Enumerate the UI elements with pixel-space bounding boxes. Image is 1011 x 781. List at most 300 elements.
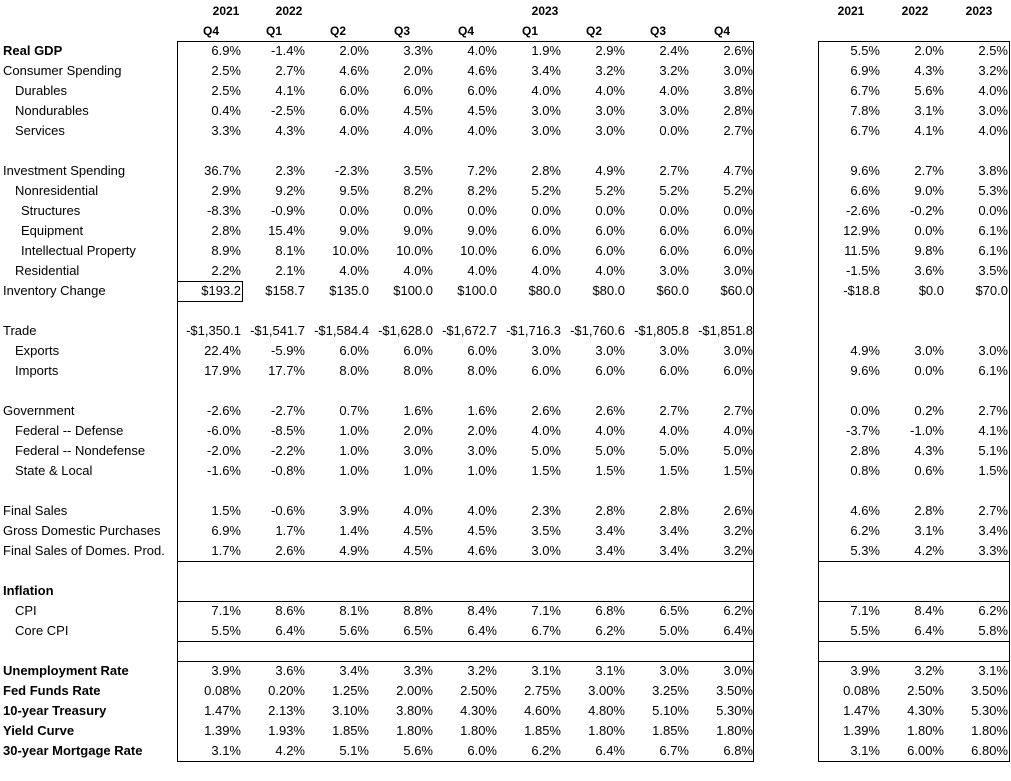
quarterly-cell	[555, 581, 625, 601]
row-label: Fed Funds Rate	[3, 683, 101, 698]
row-label: Intellectual Property	[21, 243, 136, 258]
annual-cell	[948, 581, 1008, 601]
quarterly-cell: 4.1%	[275, 83, 305, 98]
annual-cell: 4.9%	[850, 343, 880, 358]
quarterly-cell: -$1,851.8	[698, 323, 753, 338]
quarterly-cell: 1.5%	[211, 503, 241, 518]
quarterly-cell: 10.0%	[332, 243, 369, 258]
annual-cell: 6.4%	[914, 623, 944, 638]
quarterly-cell: 4.5%	[467, 103, 497, 118]
quarterly-cell: 3.4%	[659, 523, 689, 538]
quarterly-cell: 4.80%	[588, 703, 625, 718]
quarterly-cell	[491, 481, 561, 501]
quarterly-cell: 8.0%	[339, 363, 369, 378]
quarterly-cell: 3.0%	[595, 123, 625, 138]
quarterly-cell: -$1,716.3	[506, 323, 561, 338]
quarterly-cell: 6.0%	[659, 243, 689, 258]
quarterly-cell: 8.0%	[403, 363, 433, 378]
quarterly-cell: 0.08%	[204, 683, 241, 698]
quarterly-cell	[555, 641, 625, 661]
quarterly-cell: 2.8%	[723, 103, 753, 118]
row-label: State & Local	[15, 463, 93, 478]
quarterly-cell	[171, 641, 241, 661]
quarterly-cell: 1.93%	[268, 723, 305, 738]
quarterly-cell: -$1,805.8	[634, 323, 689, 338]
quarterly-cell: 3.4%	[531, 63, 561, 78]
row-label: Nonresidential	[15, 183, 99, 198]
quarterly-cell: 2.7%	[723, 403, 753, 418]
quarterly-cell: 10.0%	[460, 243, 497, 258]
quarterly-cell: 3.0%	[659, 103, 689, 118]
year-header-2022: 2022	[275, 4, 303, 18]
quarterly-cell: 0.20%	[268, 683, 305, 698]
quarterly-cell: 3.0%	[723, 263, 753, 278]
quarterly-cell	[619, 581, 689, 601]
quarterly-cell: 6.0%	[595, 243, 625, 258]
annual-cell: 6.1%	[978, 243, 1008, 258]
quarterly-cell: 9.2%	[275, 183, 305, 198]
quarterly-cell: -6.0%	[207, 423, 241, 438]
annual-cell	[820, 581, 880, 601]
quarterly-cell: -$1,584.4	[314, 323, 369, 338]
quarterly-cell: $60.0	[720, 283, 753, 298]
quarterly-cell: 3.8%	[723, 83, 753, 98]
quarterly-cell: 15.4%	[268, 223, 305, 238]
row-label: Nondurables	[15, 103, 89, 118]
quarterly-cell: -2.7%	[271, 403, 305, 418]
annual-cell: 6.7%	[850, 123, 880, 138]
quarterly-cell: 5.0%	[723, 443, 753, 458]
annual-cell: 0.2%	[914, 403, 944, 418]
quarterly-cell: 2.3%	[531, 503, 561, 518]
quarterly-cell: 6.2%	[531, 743, 561, 758]
quarterly-cell: 2.50%	[460, 683, 497, 698]
annual-header-2021: 2021	[837, 4, 865, 18]
annual-cell: 4.0%	[978, 83, 1008, 98]
quarterly-cell: 2.2%	[211, 263, 241, 278]
quarterly-cell: 4.0%	[467, 503, 497, 518]
quarterly-cell: 3.1%	[595, 663, 625, 678]
quarterly-cell: 3.4%	[595, 523, 625, 538]
annual-cell: 6.2%	[850, 523, 880, 538]
annual-header-2022: 2022	[901, 4, 929, 18]
quarterly-cell: 4.0%	[659, 423, 689, 438]
annual-cell: 3.1%	[978, 663, 1008, 678]
quarterly-cell: 9.0%	[403, 223, 433, 238]
row-label: Core CPI	[15, 623, 69, 638]
annual-cell: 3.2%	[978, 63, 1008, 78]
quarter-header: Q1	[265, 24, 282, 38]
quarterly-cell: 1.85%	[524, 723, 561, 738]
quarterly-cell: 6.9%	[211, 43, 241, 58]
quarterly-cell	[299, 481, 369, 501]
quarterly-cell: 2.8%	[211, 223, 241, 238]
quarterly-cell: 3.0%	[659, 663, 689, 678]
quarterly-cell: 3.9%	[339, 503, 369, 518]
quarterly-cell: 4.6%	[339, 63, 369, 78]
annual-cell: -0.2%	[910, 203, 944, 218]
quarterly-cell: 7.1%	[531, 603, 561, 618]
quarterly-cell	[235, 301, 305, 321]
annual-cell	[884, 301, 944, 321]
quarterly-cell: 1.4%	[339, 523, 369, 538]
quarterly-cell: 4.0%	[467, 123, 497, 138]
quarterly-cell: 3.0%	[531, 543, 561, 558]
annual-cell: -1.0%	[910, 423, 944, 438]
quarterly-cell: 6.7%	[531, 623, 561, 638]
quarterly-cell: -0.8%	[271, 463, 305, 478]
quarterly-cell: 3.2%	[467, 663, 497, 678]
quarterly-cell: 4.9%	[595, 163, 625, 178]
quarterly-cell: 2.9%	[595, 43, 625, 58]
quarterly-cell: 6.0%	[467, 343, 497, 358]
quarterly-cell: 1.5%	[659, 463, 689, 478]
annual-cell: 4.1%	[978, 423, 1008, 438]
quarterly-cell: 4.5%	[403, 103, 433, 118]
quarterly-cell: 0.4%	[211, 103, 241, 118]
annual-cell	[884, 381, 944, 401]
quarterly-cell	[235, 641, 305, 661]
row-label: Imports	[15, 363, 59, 378]
annual-cell: 5.5%	[850, 623, 880, 638]
quarterly-cell: 3.80%	[396, 703, 433, 718]
quarterly-cell	[491, 381, 561, 401]
quarterly-cell: 2.1%	[275, 263, 305, 278]
quarterly-cell: 4.0%	[339, 263, 369, 278]
quarterly-cell: 3.9%	[211, 663, 241, 678]
quarterly-cell: 2.6%	[723, 43, 753, 58]
quarterly-cell	[491, 581, 561, 601]
quarterly-cell: 6.0%	[467, 743, 497, 758]
quarterly-cell: 6.0%	[339, 343, 369, 358]
annual-cell: 9.0%	[914, 183, 944, 198]
annual-cell: 5.8%	[978, 623, 1008, 638]
quarterly-cell: 1.6%	[403, 403, 433, 418]
row-label: Federal -- Nondefense	[15, 443, 146, 458]
quarterly-cell: 1.0%	[467, 463, 497, 478]
quarterly-cell	[363, 561, 433, 581]
quarterly-cell: 2.75%	[524, 683, 561, 698]
quarterly-cell: 3.4%	[339, 663, 369, 678]
annual-cell	[948, 381, 1008, 401]
quarterly-cell: -8.5%	[271, 423, 305, 438]
quarterly-cell: 1.47%	[204, 703, 241, 718]
quarterly-cell: 5.2%	[531, 183, 561, 198]
quarterly-cell	[491, 561, 561, 581]
quarterly-cell: 6.0%	[595, 223, 625, 238]
annual-cell	[948, 301, 1008, 321]
quarterly-cell: 0.0%	[659, 123, 689, 138]
quarterly-cell	[555, 141, 625, 161]
annual-cell	[948, 141, 1008, 161]
quarterly-cell	[619, 561, 689, 581]
quarterly-cell: 1.25%	[332, 683, 369, 698]
quarterly-cell	[683, 141, 753, 161]
quarterly-cell	[363, 381, 433, 401]
annual-cell: 0.0%	[914, 223, 944, 238]
annual-cell: 6.80%	[971, 743, 1008, 758]
quarterly-cell: 0.7%	[339, 403, 369, 418]
annual-cell: 5.3%	[978, 183, 1008, 198]
quarterly-cell	[363, 581, 433, 601]
quarterly-cell: $80.0	[592, 283, 625, 298]
annual-cell: 5.1%	[978, 443, 1008, 458]
quarterly-cell	[171, 301, 241, 321]
quarterly-cell: 17.9%	[204, 363, 241, 378]
quarterly-cell: 0.0%	[723, 203, 753, 218]
quarterly-cell: 6.0%	[595, 363, 625, 378]
quarterly-cell: -$1,350.1	[186, 323, 241, 338]
quarterly-cell: 5.10%	[652, 703, 689, 718]
quarterly-cell: 4.9%	[339, 543, 369, 558]
annual-cell: 6.7%	[850, 83, 880, 98]
quarterly-cell: 1.0%	[403, 463, 433, 478]
quarterly-cell: 4.5%	[403, 523, 433, 538]
quarterly-cell: -2.3%	[335, 163, 369, 178]
quarterly-cell: 6.5%	[403, 623, 433, 638]
year-header-2021: 2021	[212, 4, 240, 18]
annual-cell: 8.4%	[914, 603, 944, 618]
quarterly-cell: 3.0%	[531, 123, 561, 138]
quarterly-cell: 6.2%	[595, 623, 625, 638]
annual-cell: 9.6%	[850, 363, 880, 378]
annual-cell	[820, 481, 880, 501]
quarterly-cell: 3.0%	[723, 343, 753, 358]
quarterly-cell: 0.0%	[659, 203, 689, 218]
quarterly-cell	[619, 481, 689, 501]
quarterly-cell	[683, 561, 753, 581]
quarterly-cell: 6.0%	[531, 363, 561, 378]
annual-cell: 4.3%	[914, 443, 944, 458]
quarterly-cell: 3.3%	[403, 663, 433, 678]
quarterly-cell: 3.0%	[467, 443, 497, 458]
quarterly-cell	[171, 481, 241, 501]
quarterly-cell	[619, 641, 689, 661]
quarterly-cell	[299, 381, 369, 401]
annual-cell: 9.6%	[850, 163, 880, 178]
quarterly-cell: 9.5%	[339, 183, 369, 198]
row-label: Consumer Spending	[3, 63, 122, 78]
row-label: 30-year Mortgage Rate	[3, 743, 143, 758]
quarterly-cell: -2.5%	[271, 103, 305, 118]
quarterly-cell: 2.5%	[211, 63, 241, 78]
quarterly-cell: 4.0%	[531, 263, 561, 278]
quarterly-cell: 2.7%	[275, 63, 305, 78]
quarterly-cell: 3.0%	[595, 343, 625, 358]
quarterly-cell: 2.6%	[723, 503, 753, 518]
quarterly-cell	[171, 141, 241, 161]
quarterly-cell: -8.3%	[207, 203, 241, 218]
quarterly-cell	[491, 641, 561, 661]
quarterly-cell: 3.1%	[211, 743, 241, 758]
annual-cell: 7.1%	[850, 603, 880, 618]
annual-header-2023: 2023	[965, 4, 993, 18]
quarterly-cell: -$1,672.7	[442, 323, 497, 338]
quarterly-cell: 2.7%	[659, 403, 689, 418]
quarterly-cell: 8.1%	[275, 243, 305, 258]
quarterly-cell: 6.2%	[723, 603, 753, 618]
row-label: Unemployment Rate	[3, 663, 129, 678]
quarterly-cell: 3.0%	[659, 263, 689, 278]
quarterly-cell: $100.0	[393, 283, 433, 298]
annual-cell	[948, 321, 1008, 341]
quarterly-cell: $100.0	[457, 283, 497, 298]
quarterly-cell	[235, 481, 305, 501]
quarterly-cell: 6.0%	[339, 83, 369, 98]
quarterly-cell: 6.4%	[595, 743, 625, 758]
row-label: Residential	[15, 263, 80, 278]
quarterly-cell: 4.0%	[467, 43, 497, 58]
row-label: CPI	[15, 603, 37, 618]
annual-cell: 11.5%	[844, 243, 880, 258]
annual-cell: 5.5%	[850, 43, 880, 58]
quarterly-cell: 4.5%	[403, 543, 433, 558]
quarterly-cell: 4.0%	[595, 263, 625, 278]
quarterly-cell: 2.8%	[531, 163, 561, 178]
annual-cell: 4.30%	[907, 703, 944, 718]
quarterly-cell: 36.7%	[204, 163, 241, 178]
annual-cell: 9.8%	[914, 243, 944, 258]
quarterly-cell: 1.0%	[339, 463, 369, 478]
quarterly-cell: -$1,541.7	[250, 323, 305, 338]
quarterly-cell: 3.10%	[332, 703, 369, 718]
quarterly-cell: 6.4%	[467, 623, 497, 638]
annual-cell: 4.0%	[978, 123, 1008, 138]
annual-cell	[884, 561, 944, 581]
quarterly-cell: 5.2%	[595, 183, 625, 198]
quarterly-cell: 3.0%	[531, 103, 561, 118]
row-label: Government	[3, 403, 75, 418]
quarterly-cell	[491, 141, 561, 161]
quarterly-cell	[235, 381, 305, 401]
quarter-header: Q3	[393, 24, 410, 38]
annual-cell: 6.1%	[978, 223, 1008, 238]
quarterly-cell: $80.0	[528, 283, 561, 298]
quarter-header: Q4	[713, 24, 730, 38]
quarterly-cell: 2.6%	[595, 403, 625, 418]
annual-cell: 7.8%	[850, 103, 880, 118]
annual-cell: 2.50%	[907, 683, 944, 698]
annual-cell: 2.8%	[914, 503, 944, 518]
quarterly-cell: 4.0%	[531, 423, 561, 438]
quarterly-cell: 3.0%	[659, 343, 689, 358]
row-label: Final Sales	[3, 503, 68, 518]
quarterly-cell	[683, 481, 753, 501]
quarterly-cell: 3.4%	[659, 543, 689, 558]
quarterly-cell: -2.6%	[207, 403, 241, 418]
quarterly-cell: 4.0%	[339, 123, 369, 138]
annual-cell: 3.1%	[914, 103, 944, 118]
quarterly-cell: 1.80%	[396, 723, 433, 738]
row-label: Durables	[15, 83, 68, 98]
quarterly-cell: 6.0%	[723, 243, 753, 258]
quarterly-cell: 5.1%	[339, 743, 369, 758]
quarterly-cell	[171, 381, 241, 401]
quarter-header: Q4	[202, 24, 219, 38]
annual-cell	[948, 641, 1008, 661]
quarterly-cell: 6.0%	[403, 343, 433, 358]
quarterly-cell: 2.7%	[659, 163, 689, 178]
quarterly-cell: 2.6%	[275, 543, 305, 558]
quarterly-cell: 5.0%	[595, 443, 625, 458]
quarterly-cell	[427, 141, 497, 161]
annual-cell: 3.50%	[971, 683, 1008, 698]
annual-cell: 3.2%	[914, 663, 944, 678]
quarterly-cell: 4.0%	[723, 423, 753, 438]
quarterly-cell: 7.1%	[211, 603, 241, 618]
quarterly-cell: 4.0%	[403, 123, 433, 138]
quarterly-cell: 5.0%	[531, 443, 561, 458]
quarterly-cell	[363, 141, 433, 161]
quarterly-cell: 6.5%	[659, 603, 689, 618]
quarterly-cell: 0.0%	[403, 203, 433, 218]
quarterly-cell	[171, 561, 241, 581]
annual-cell: 6.9%	[850, 63, 880, 78]
annual-cell	[948, 561, 1008, 581]
quarterly-cell: -0.9%	[271, 203, 305, 218]
quarterly-cell: 1.39%	[204, 723, 241, 738]
quarterly-cell: 17.7%	[268, 363, 305, 378]
annual-cell: 2.7%	[978, 503, 1008, 518]
quarterly-cell: 8.4%	[467, 603, 497, 618]
row-label: Investment Spending	[3, 163, 126, 178]
quarterly-cell	[363, 301, 433, 321]
quarterly-cell: 4.6%	[467, 63, 497, 78]
quarterly-cell: 4.60%	[524, 703, 561, 718]
quarterly-cell	[427, 481, 497, 501]
quarterly-cell: 8.2%	[403, 183, 433, 198]
row-label: Yield Curve	[3, 723, 75, 738]
quarterly-cell	[299, 581, 369, 601]
annual-cell: 3.6%	[914, 263, 944, 278]
annual-cell: 2.5%	[978, 43, 1008, 58]
annual-cell: 1.47%	[843, 703, 880, 718]
quarterly-cell	[235, 581, 305, 601]
quarterly-cell: 3.2%	[723, 543, 753, 558]
annual-cell: -$18.8	[843, 283, 880, 298]
quarterly-cell: 1.80%	[588, 723, 625, 738]
quarterly-cell: 3.5%	[403, 163, 433, 178]
annual-cell: 0.8%	[850, 463, 880, 478]
annual-cell: 3.4%	[978, 523, 1008, 538]
annual-cell: 3.3%	[978, 543, 1008, 558]
quarterly-cell: 8.9%	[211, 243, 241, 258]
quarterly-cell: 6.8%	[595, 603, 625, 618]
annual-cell: 6.00%	[907, 743, 944, 758]
quarterly-cell: 1.80%	[716, 723, 753, 738]
quarterly-cell	[427, 301, 497, 321]
quarterly-cell: 2.9%	[211, 183, 241, 198]
quarterly-cell: 8.2%	[467, 183, 497, 198]
row-label: Services	[15, 123, 65, 138]
row-label: Equipment	[21, 223, 84, 238]
annual-cell: 2.7%	[914, 163, 944, 178]
quarterly-cell: 3.0%	[723, 663, 753, 678]
quarterly-cell	[427, 561, 497, 581]
annual-cell: 1.80%	[971, 723, 1008, 738]
quarterly-cell: 1.5%	[595, 463, 625, 478]
quarterly-cell: 0.0%	[339, 203, 369, 218]
quarterly-cell	[363, 641, 433, 661]
quarterly-cell: 3.3%	[211, 123, 241, 138]
quarterly-cell: 5.0%	[659, 623, 689, 638]
quarterly-cell: 6.4%	[275, 623, 305, 638]
quarterly-cell	[299, 561, 369, 581]
annual-cell: 3.0%	[978, 103, 1008, 118]
quarterly-cell: 8.6%	[275, 603, 305, 618]
annual-cell	[884, 581, 944, 601]
quarterly-cell	[427, 581, 497, 601]
